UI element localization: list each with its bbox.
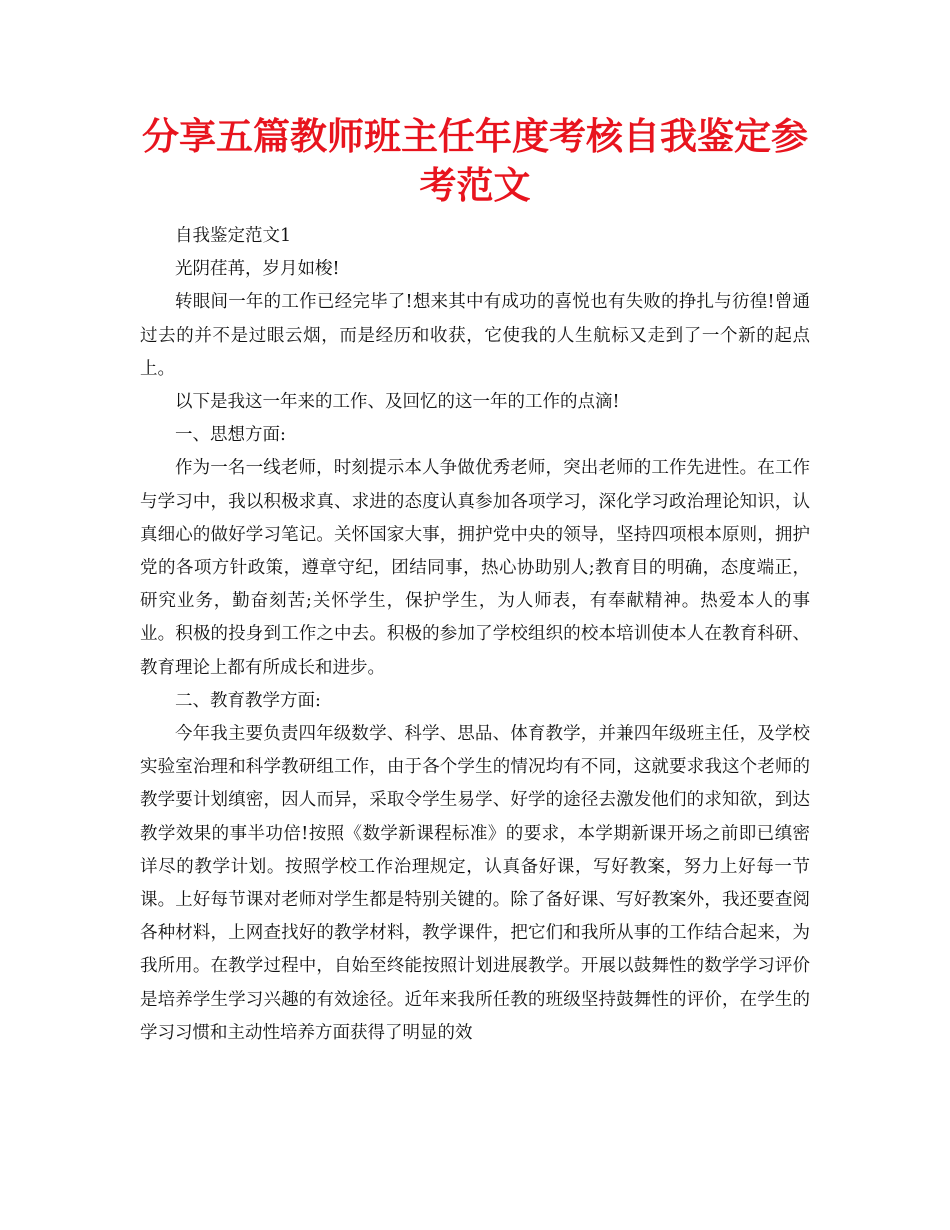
paragraph-teaching: 今年我主要负责四年级数学、科学、思品、体育教学，并兼四年级班主任，及学校实验室治理和科学教研组工作，由于各个学生的情况均有不同，这就要求我这个老师的教学要计划缜密，因人而异，采取令学生易学、好学的途径去激发他们的求知欲，到达教学效果的事半功倍!按照《数学新课程标准》的要求，本学期新课开场之前即已缜密详尽的教学计划。按照学校工作治理规定，认真备好课，写好教案，努力上好每一节课。上好每节课对老师对学生都是特别关键的。除了备好课、写好教案外，我还要查阅各种材料，上网查找好的教学材料，教学课件，把它们和我所从事的工作结合起来，为我所用。在教学过程中，自始至终能按照计划进展教学。开展以鼓舞性的数学学习评价是培养学生学习兴趣的有效途径。近年来我所任教的班级坚持鼓舞性的评价，在学生的学习习惯和主动性培养方面获得了明显的效 — [140, 724, 810, 1043]
section-heading-teaching: 二、教育教学方面: — [175, 690, 321, 711]
paragraph-reflection: 转眼间一年的工作已经完毕了!想来其中有成功的喜悦也有失败的挣扎与彷徨!曾通过去的并不是过眼云烟，而是经历和收获，它使我的人生航标又走到了一个新的起点上。 — [140, 292, 810, 379]
paragraph-intro: 以下是我这一年来的工作、及回忆的这一年的工作的点滴! — [175, 392, 620, 413]
document-body — [140, 220, 810, 1050]
paragraph-heading-sample-1: 自我鉴定范文1 — [175, 226, 292, 246]
section-heading-ideology: 一、思想方面: — [175, 425, 286, 446]
document-title: 分享五篇教师班主任年度考核自我鉴定参考范文 — [142, 115, 808, 207]
paragraph-opening: 光阴荏苒，岁月如梭! — [175, 259, 340, 280]
paragraph-ideology: 作为一名一线老师，时刻提示本人争做优秀老师，突出老师的工作先进性。在工作与学习中，我以积极求真、求进的态度认真参加各项学习，深化学习政治理论知识，认真细心的做好学习笔记。关怀国家大事，拥护党中央的领导，坚持四项根本原则，拥护党的各项方针政策，遵章守纪，团结同事，热心协助别人;教育目的明确，态度端正，研究业务，勤奋刻苦;关怀学生，保护学生，为人师表，有奉献精神。热爱本人的事业。积极的投身到工作之中去。积极的参加了学校组织的校本培训使本人在教育科研、教育理论上都有所成长和进步。 — [140, 458, 810, 678]
